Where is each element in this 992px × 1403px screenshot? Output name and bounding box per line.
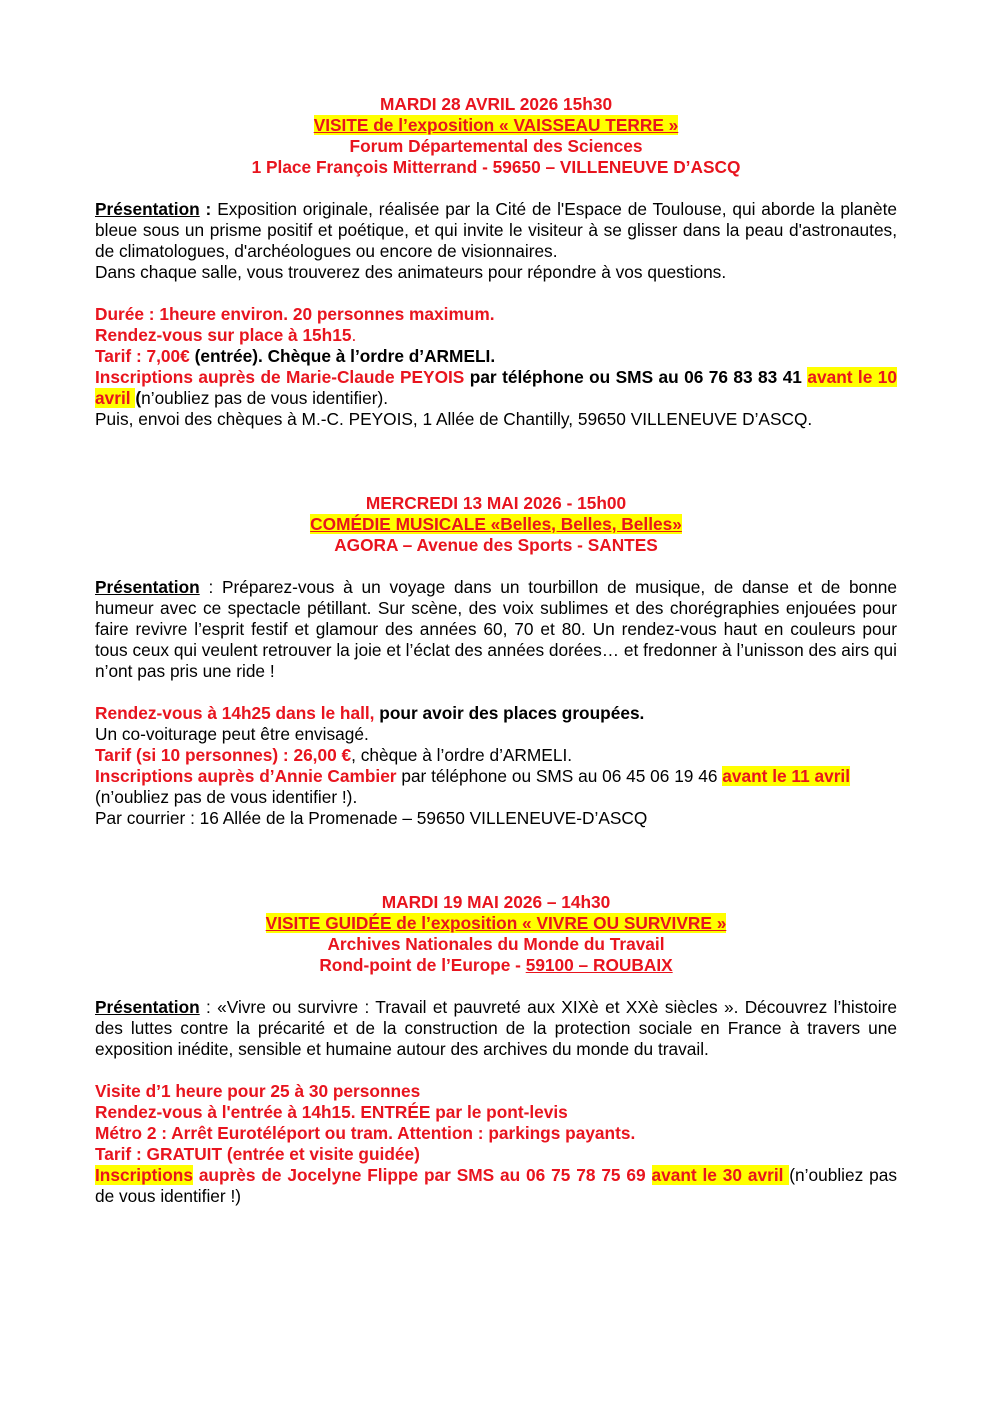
inscriptions-deadline: avant le 11 avril — [722, 766, 851, 786]
inscriptions-deadline: avant le 10 avril — [95, 367, 897, 408]
event-duration: Durée : 1heure environ. 20 personnes maximum. — [95, 304, 495, 324]
event-tarif — [95, 745, 897, 766]
tarif-rest: (entrée). Chèque à l’ordre d’ARMELI. — [189, 346, 496, 366]
event-1-header — [95, 94, 897, 178]
event-reminder: (n’oubliez pas de vous identifier !). — [95, 787, 358, 807]
inscriptions-label: Inscriptions auprès d’Annie Cambier — [95, 766, 397, 786]
event-2 — [95, 493, 897, 829]
document-page — [95, 94, 897, 1207]
event-carpool: Un co-voiturage peut être envisagé. — [95, 724, 369, 744]
event-date: MARDI 28 AVRIL 2026 15h30 — [379, 94, 613, 114]
event-date: MERCREDI 13 MAI 2026 - 15h00 — [365, 493, 627, 513]
event-3 — [95, 892, 897, 1207]
event-presentation — [95, 199, 897, 262]
event-meeting — [95, 325, 897, 346]
tarif-label: Tarif (si 10 personnes) : 26,00 € — [95, 745, 352, 765]
presentation-label: Présentation — [95, 577, 200, 597]
meeting-rest: pour avoir des places groupées. — [374, 703, 645, 723]
event-address: 1 Place François Mitterrand - 59650 – VILLENEUVE D’ASCQ — [251, 157, 741, 177]
event-1 — [95, 94, 897, 430]
presentation-colon: : — [199, 199, 218, 219]
presentation-text: : «Vivre ou survivre : Travail et pauvreté aux XIXè et XXè siècles ». Découvrez l’histoire des luttes contre la précarité et de la construction de la protection sociale en France à travers une exposition inédite, sensible et humaine autour des archives du monde du travail. — [95, 997, 897, 1059]
event-title: COMÉDIE MUSICALE «Belles, Belles, Belles» — [310, 514, 682, 534]
meeting-dot: . — [351, 325, 357, 345]
event-inscriptions — [95, 367, 897, 409]
inscriptions-label: Inscriptions auprès de Marie-Claude PEYOIS — [95, 367, 465, 387]
presentation-label: Présentation — [95, 997, 200, 1017]
meeting-text: Rendez-vous à 14h25 dans le hall, — [95, 703, 375, 723]
presentation-text-2: Dans chaque salle, vous trouverez des animateurs pour répondre à vos questions. — [95, 262, 727, 282]
reminder-paren: ( — [135, 388, 142, 408]
tarif-rest: , chèque à l’ordre d’ARMELI. — [351, 745, 573, 765]
event-visit: Visite d’1 heure pour 25 à 30 personnes — [95, 1081, 421, 1101]
event-meeting — [95, 703, 897, 724]
tarif-label: Tarif : 7,00€ — [95, 346, 190, 366]
event-3-header — [95, 892, 897, 976]
inscriptions-contact: par téléphone ou SMS au 06 76 83 83 41 — [464, 367, 808, 387]
address-city: 59100 – ROUBAIX — [525, 955, 673, 975]
inscriptions-contact: auprès de Jocelyne Flippe par SMS au 06 75 78 75 69 — [192, 1165, 652, 1185]
event-mail: Par courrier : 16 Allée de la Promenade – 59650 VILLENEUVE-D’ASCQ — [95, 808, 648, 828]
event-venue: Archives Nationales du Monde du Travail — [327, 934, 665, 954]
reminder-text: n’oubliez pas de vous identifier). — [141, 388, 389, 408]
event-presentation — [95, 577, 897, 682]
inscriptions-deadline: avant le 30 avril — [651, 1165, 790, 1185]
event-title: VISITE de l’exposition « VAISSEAU TERRE » — [313, 115, 679, 135]
event-address — [95, 955, 897, 976]
event-inscriptions — [95, 766, 897, 787]
event-title: VISITE GUIDÉE de l’exposition « VIVRE OU SURVIVRE » — [265, 913, 727, 933]
event-meeting: Rendez-vous à l'entrée à 14h15. ENTRÉE par le pont-levis — [95, 1102, 568, 1122]
event-inscriptions — [95, 1165, 897, 1207]
event-presentation — [95, 997, 897, 1060]
address-street: Rond-point de l’Europe - — [319, 955, 526, 975]
presentation-text: Exposition originale, réalisée par la Cité de l'Espace de Toulouse, qui aborde la planète bleue sous un prisme positif et poétique, et qui invite le visiteur à se glisser dans la peau d'astronautes, de climatologues, d'archéologues ou encore de visionnaires. — [95, 199, 898, 261]
event-mail: Puis, envoi des chèques à M.-C. PEYOIS, 1 Allée de Chantilly, 59650 VILLENEUVE D’ASCQ. — [95, 409, 813, 429]
event-2-header — [95, 493, 897, 556]
event-tarif — [95, 346, 897, 367]
presentation-label: Présentation — [95, 199, 200, 219]
inscriptions-contact: par téléphone ou SMS au 06 45 06 19 46 — [396, 766, 723, 786]
event-metro: Métro 2 : Arrêt Eurotéléport ou tram. Attention : parkings payants. — [95, 1123, 636, 1143]
inscriptions-label: Inscriptions — [95, 1165, 193, 1185]
event-date: MARDI 19 MAI 2026 – 14h30 — [381, 892, 611, 912]
reminder-text: (n’oubliez pas de vous identifier !) — [95, 1165, 897, 1206]
event-tarif: Tarif : GRATUIT (entrée et visite guidée) — [95, 1144, 420, 1164]
event-venue: AGORA – Avenue des Sports - SANTES — [334, 535, 658, 555]
meeting-text: Rendez-vous sur place à 15h15 — [95, 325, 352, 345]
presentation-text: : Préparez-vous à un voyage dans un tourbillon de musique, de danse et de bonne humeur avec ce spectacle pétillant. Sur scène, des voix sublimes et des chorégraphies enjouées pour faire revivre l’esprit festif et glamour des années 60, 70 et 80. Un rendez-vous haut en couleurs pour tous ceux qui veulent retrouver la joie et l’éclat des années dorées… et fredonner à l’unisson des airs qui n’ont pas pris une ride ! — [95, 577, 897, 681]
event-venue: Forum Départemental des Sciences — [349, 136, 643, 156]
